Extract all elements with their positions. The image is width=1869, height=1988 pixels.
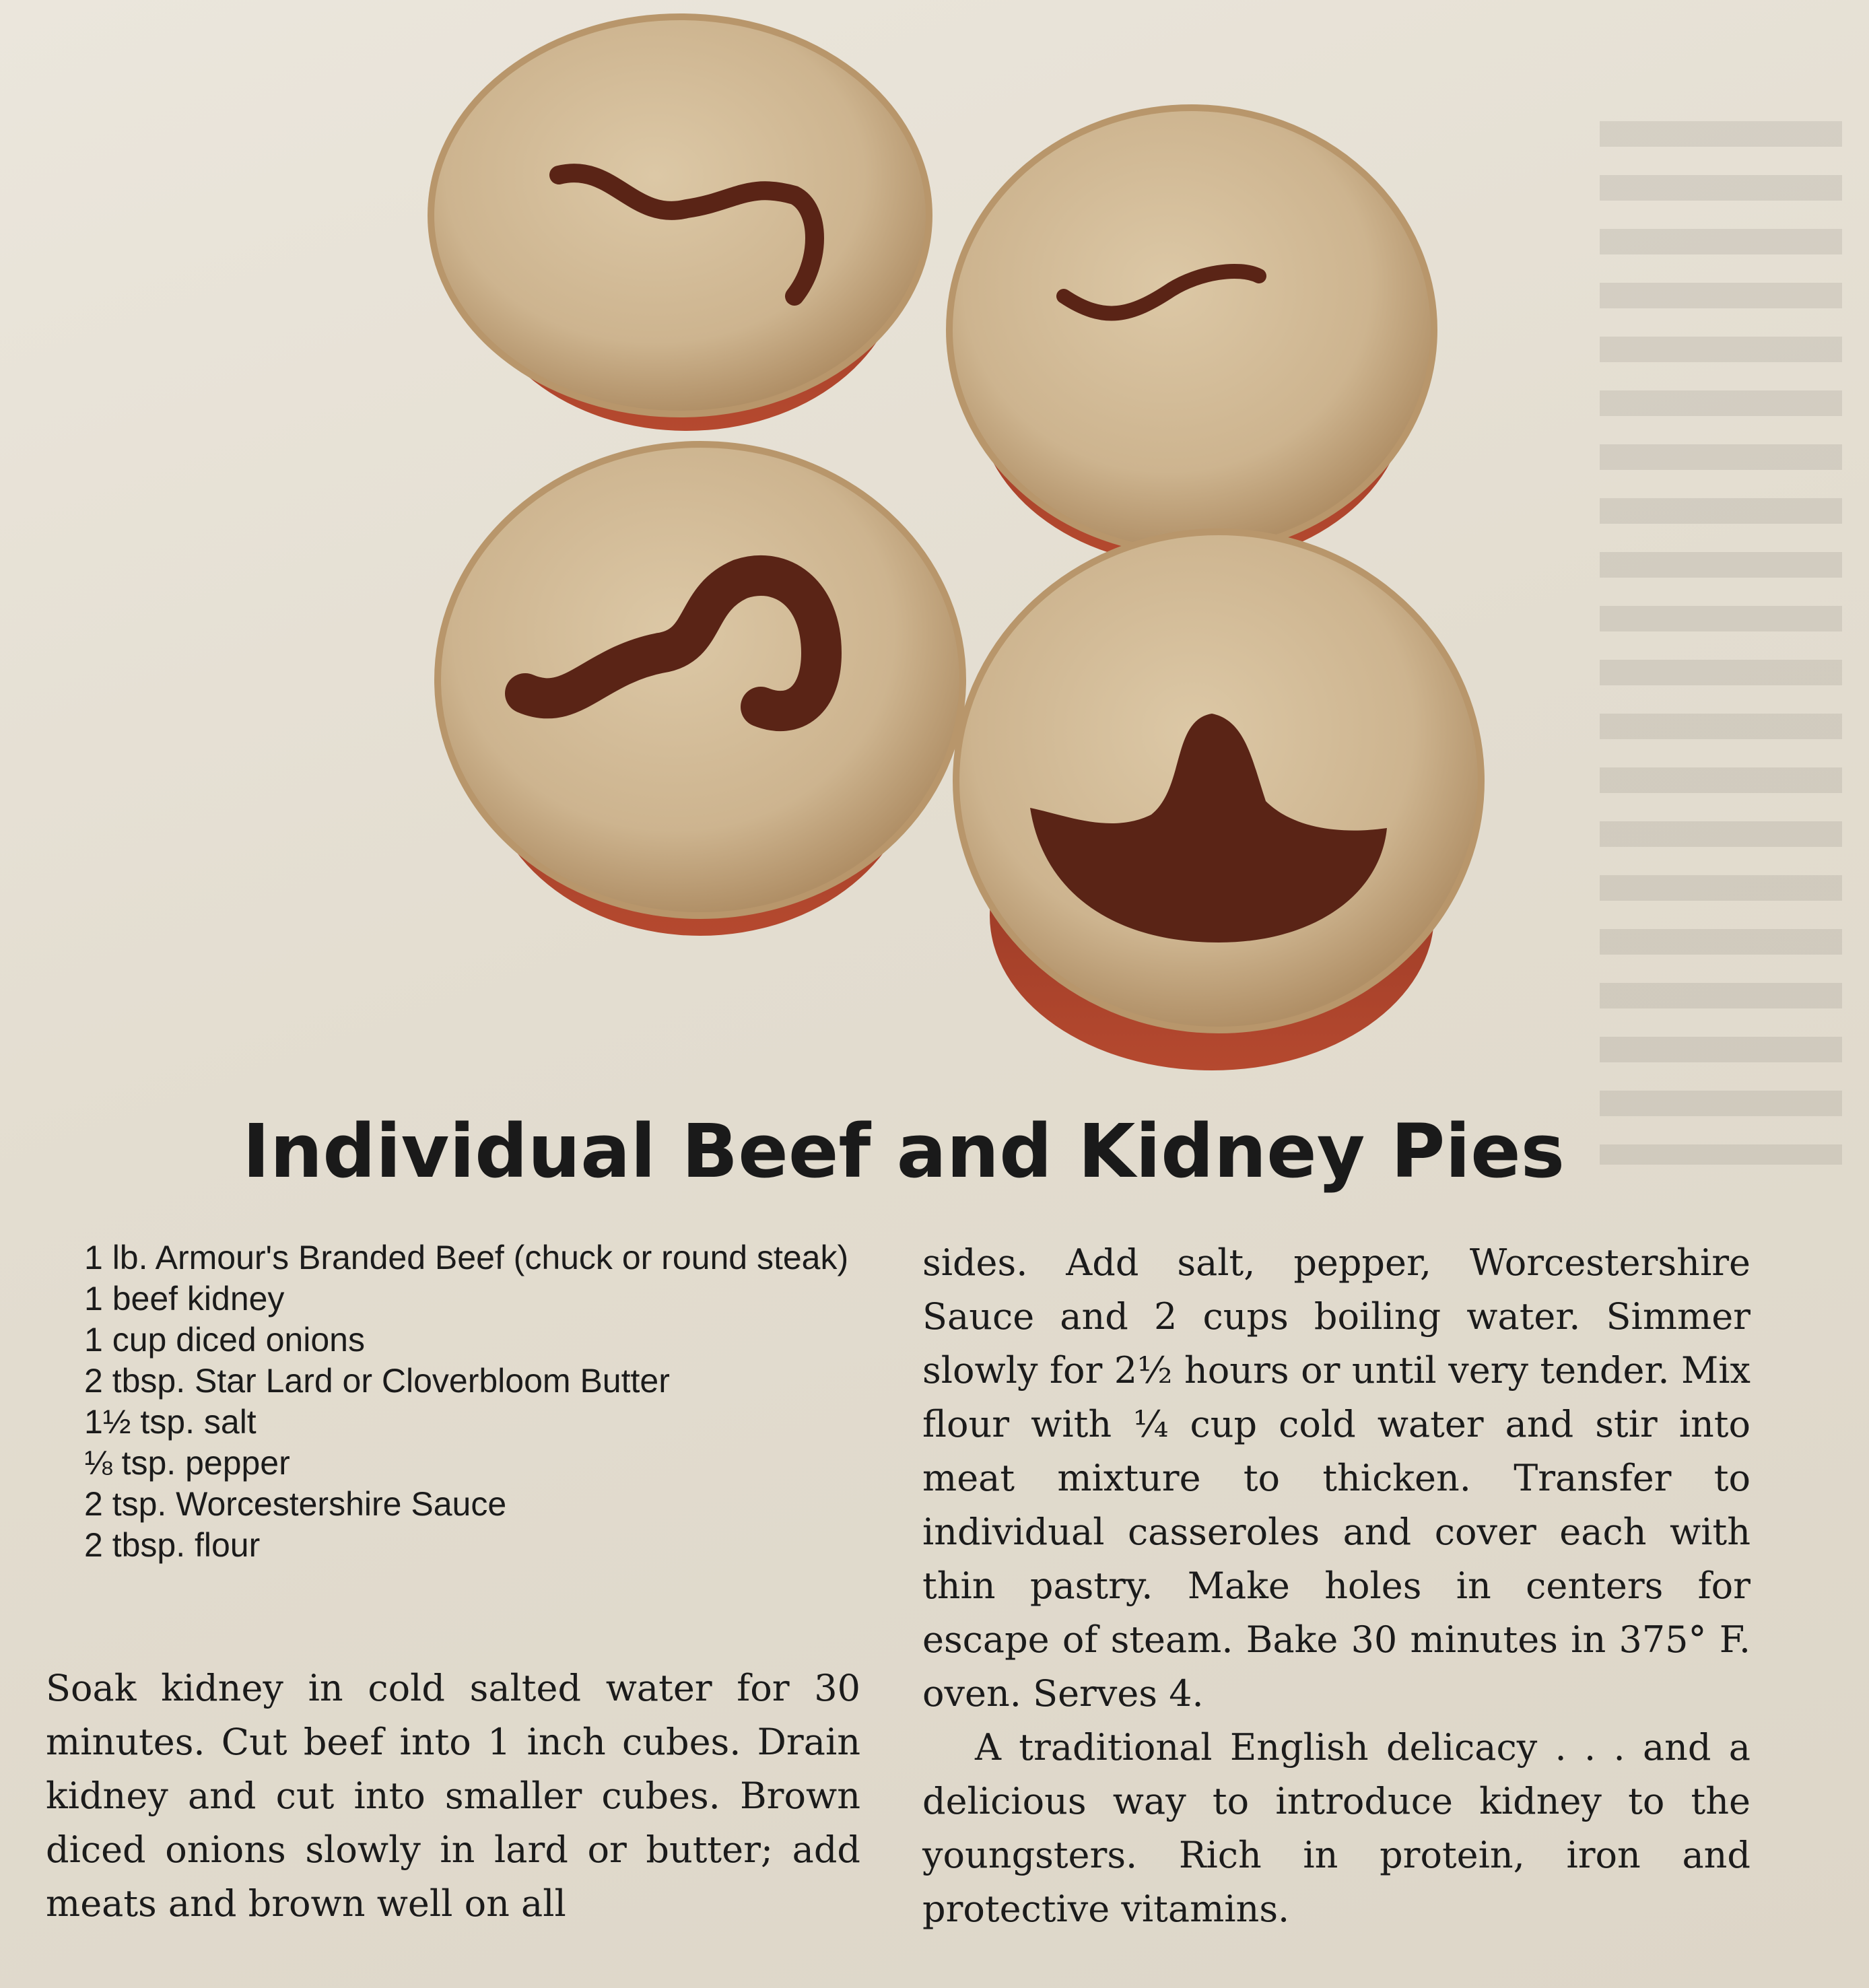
ingredient-item: 1 cup diced onions (84, 1321, 365, 1359)
pie-top-left (431, 17, 929, 431)
ingredient-item: 2 tsp. Worcestershire Sauce (84, 1485, 507, 1523)
pie-top-right (949, 108, 1434, 565)
directions-left-column (46, 1661, 860, 1931)
pie-bottom-right (956, 532, 1481, 1070)
directions-paragraph: Soak kidney in cold salted water for 30 minutes. Cut beef into 1 inch cubes. Drain kidney and cut into smaller cubes. Brown diced onions slowly in lard or butter; add meats and brown well on all (46, 1667, 860, 1925)
closing-note: A traditional English delicacy . . . and a delicious way to introduce kidney to the youngsters. Rich in protein, iron and protective vitamins. (922, 1726, 1751, 1930)
ingredient-item: 2 tbsp. flour (84, 1526, 261, 1564)
directions-paragraph-continued: sides. Add salt, pepper, Worcestershire Sauce and 2 cups boiling water. Simmer slowly for 2½ hours or until very tender. Mix flour with ¼ cup cold water and stir into meat mixture to thicken. Transfer to individual casseroles and cover each with thin pastry. Make holes in centers for escape of steam. Bake 30 minutes in 375° F. oven. Serves 4. (922, 1241, 1751, 1715)
ingredient-item: ⅛ tsp. pepper (84, 1444, 290, 1482)
pie-bottom-left (438, 444, 963, 936)
ingredient-item: 1½ tsp. salt (84, 1403, 257, 1441)
ingredient-item: 1 lb. Armour's Branded Beef (chuck or round steak) (84, 1239, 849, 1276)
ingredient-item: 2 tbsp. Star Lard or Cloverbloom Butter (84, 1362, 670, 1400)
bleed-through-text (1600, 121, 1842, 1165)
ingredient-list (84, 1237, 865, 1566)
directions-right-column (922, 1236, 1751, 1936)
pies-photo (417, 7, 1522, 1084)
recipe-title: Individual Beef and Kidney Pies (242, 1108, 1565, 1194)
ingredient-item: 1 beef kidney (84, 1280, 285, 1317)
